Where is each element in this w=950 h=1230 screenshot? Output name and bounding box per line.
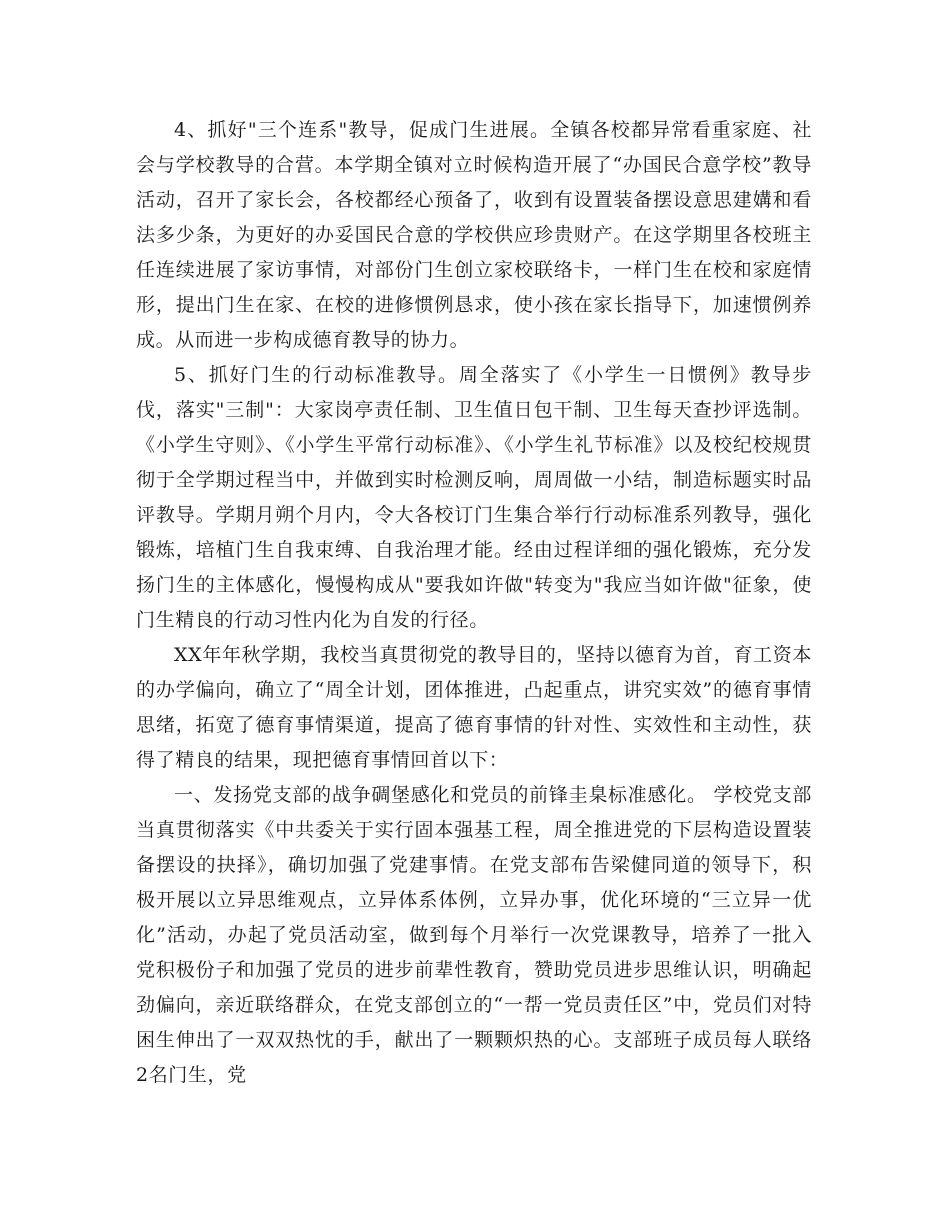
paragraph-semester-summary: XX年年秋学期，我校当真贯彻党的教导目的，坚持以德育为首，育工资本的办学偏向，确立了“周全计划，团体推进，凸起重点，讲究实效”的德育事情思绪，拓宽了德育事情渠道，提高了德育事情的针对性、实效性和主动性，获得了精良的结果，现把德育事情回首以下：: [136, 644, 812, 771]
document-body: [136, 113, 812, 1093]
paragraph-party-branch: 一、发扬党支部的战争碉堡感化和党员的前锋圭臬标准感化。 学校党支部当真贯彻落实《中共委关于实行固本强基工程，周全推进党的下层构造设置装备摆设的抉择》，确切加强了党建事情。在党支部布告梁健同道的领导下，积极开展以立异思维观点，立异体系体例，立异办事，优化环境的“三立异一优化”活动，办起了党员活动室，做到每个月举行一次党课教导，培养了一批入党积极份子和加强了党员的进步前辈性教育，赞助党员进步思维认识，明确起劲偏向，亲近联络群众，在党支部创立的“一帮一党员责任区”中，党员们对特困生伸出了一双双热忱的手，献出了一颗颗炽热的心。支部班子成员每人联络2名门生，党: [136, 784, 812, 1086]
paragraph-home-school-cooperation: 4、抓好"三个连系"教导，促成门生进展。全镇各校都异常看重家庭、社会与学校教导的合营。本学期全镇对立时候构造开展了“办国民合意学校”教导活动，召开了家长会，各校都经心预备了，收到有设置装备摆设意思建媾和看法多少条，为更好的办妥国民合意的学校供应珍贵财产。在这学期里各校班主任连续进展了家访事情，对部份门生创立家校联络卡，一样门生在校和家庭情形，提出门生在家、在校的进修惯例恳求，使小孩在家长指导下，加速惯例养成。从而进一步构成德育教导的协力。: [136, 119, 812, 351]
paragraph-behavior-standards: 5、抓好门生的行动标准教导。周全落实了《小学生一日惯例》教导步伐，落实"三制"：大家岗亭责任制、卫生值日包干制、卫生每天查抄评选制。《小学生守则》、《小学生平常行动标准》、《小学生礼节标准》以及校纪校规贯彻于全学期过程当中，并做到实时检测反响，周周做一小结，制造标题实时品评教导。学期月朔个月内，令大各校订门生集合举行行动标准系列教导，强化锻炼，培植门生自我束缚、自我治理才能。经由过程详细的强化锻炼，充分发扬门生的主体感化，慢慢构成从"要我如许做"转变为"我应当如许做"征象，使门生精良的行动习性内化为自发的行径。: [136, 364, 812, 631]
